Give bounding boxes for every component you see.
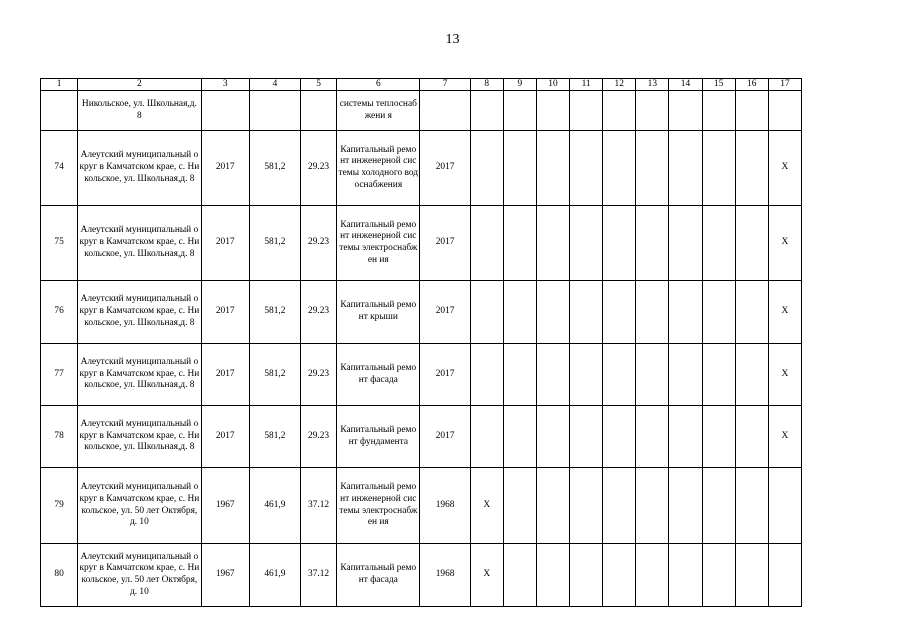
col12-cell — [603, 406, 636, 468]
area-cell: 461,9 — [249, 544, 300, 607]
column-number: 8 — [470, 79, 503, 91]
year-built-cell: 2017 — [201, 406, 249, 468]
wear-percent-cell: 37.12 — [301, 544, 337, 607]
col12-cell — [603, 344, 636, 406]
column-number: 10 — [536, 79, 569, 91]
area-cell: 581,2 — [249, 406, 300, 468]
col14-cell — [669, 281, 702, 344]
col10-cell — [536, 206, 569, 281]
column-number: 7 — [420, 79, 470, 91]
col13-cell — [636, 281, 669, 344]
col14-cell — [669, 406, 702, 468]
col8-cell — [470, 281, 503, 344]
area-cell: 581,2 — [249, 131, 300, 206]
year-built-cell — [201, 91, 249, 131]
area-cell: 581,2 — [249, 281, 300, 344]
col14-cell — [669, 344, 702, 406]
wear-percent-cell: 37.12 — [301, 468, 337, 544]
col8-cell: X — [470, 544, 503, 607]
planned-year-cell — [420, 91, 470, 131]
year-built-cell: 2017 — [201, 344, 249, 406]
row-number-cell: 76 — [41, 281, 78, 344]
wear-percent-cell — [301, 91, 337, 131]
column-number: 3 — [201, 79, 249, 91]
page-number: 13 — [445, 32, 460, 47]
col10-cell — [536, 131, 569, 206]
col11-cell — [570, 281, 603, 344]
col17-cell: X — [768, 131, 801, 206]
planned-year-cell: 2017 — [420, 131, 470, 206]
address-cell: Алеутский муниципальный округ в Камчатском крае, с. Никольское, ул. 50 лет Октября,д. 10 — [78, 544, 201, 607]
column-number: 14 — [669, 79, 702, 91]
col12-cell — [603, 468, 636, 544]
col13-cell — [636, 406, 669, 468]
work-type-cell: Капитальный ремонт фасада — [337, 344, 420, 406]
row-number-cell: 77 — [41, 344, 78, 406]
address-cell: Никольское, ул. Школьная,д. 8 — [78, 91, 201, 131]
area-cell: 461,9 — [249, 468, 300, 544]
row-number-cell: 78 — [41, 406, 78, 468]
col17-cell: X — [768, 344, 801, 406]
column-number: 11 — [570, 79, 603, 91]
address-cell: Алеутский муниципальный округ в Камчатском крае, с. Никольское, ул. Школьная,д. 8 — [78, 406, 201, 468]
work-type-cell: Капитальный ремонт инженерной системы холодного водоснабжения — [337, 131, 420, 206]
col16-cell — [735, 281, 768, 344]
col8-cell — [470, 344, 503, 406]
col10-cell — [536, 468, 569, 544]
col13-cell — [636, 206, 669, 281]
table-row — [41, 206, 802, 281]
col14-cell — [669, 468, 702, 544]
planned-year-cell: 2017 — [420, 206, 470, 281]
wear-percent-cell: 29.23 — [301, 206, 337, 281]
col8-cell — [470, 206, 503, 281]
col15-cell — [702, 131, 735, 206]
col13-cell — [636, 91, 669, 131]
work-type-cell: Капитальный ремонт фасада — [337, 544, 420, 607]
register-table — [40, 78, 802, 607]
col17-cell: X — [768, 406, 801, 468]
planned-year-cell: 2017 — [420, 406, 470, 468]
column-number: 13 — [636, 79, 669, 91]
table-row — [41, 281, 802, 344]
col9-cell — [503, 281, 536, 344]
col10-cell — [536, 91, 569, 131]
col12-cell — [603, 281, 636, 344]
col15-cell — [702, 468, 735, 544]
address-cell: Алеутский муниципальный округ в Камчатском крае, с. Никольское, ул. 50 лет Октября,д. 10 — [78, 468, 201, 544]
col15-cell — [702, 344, 735, 406]
address-cell: Алеутский муниципальный округ в Камчатском крае, с. Никольское, ул. Школьная,д. 8 — [78, 344, 201, 406]
planned-year-cell: 2017 — [420, 281, 470, 344]
column-number: 17 — [768, 79, 801, 91]
year-built-cell: 2017 — [201, 281, 249, 344]
row-number-cell: 80 — [41, 544, 78, 607]
wear-percent-cell: 29.23 — [301, 344, 337, 406]
column-number: 4 — [249, 79, 300, 91]
col17-cell — [768, 91, 801, 131]
col9-cell — [503, 406, 536, 468]
col10-cell — [536, 281, 569, 344]
column-number: 12 — [603, 79, 636, 91]
col14-cell — [669, 91, 702, 131]
col12-cell — [603, 91, 636, 131]
col9-cell — [503, 344, 536, 406]
wear-percent-cell: 29.23 — [301, 131, 337, 206]
col16-cell — [735, 206, 768, 281]
col16-cell — [735, 131, 768, 206]
col16-cell — [735, 344, 768, 406]
col12-cell — [603, 544, 636, 607]
table-row — [41, 468, 802, 544]
col10-cell — [536, 344, 569, 406]
planned-year-cell: 2017 — [420, 344, 470, 406]
year-built-cell: 1967 — [201, 544, 249, 607]
area-cell — [249, 91, 300, 131]
column-numbers-row — [41, 79, 802, 91]
col17-cell: X — [768, 281, 801, 344]
col10-cell — [536, 406, 569, 468]
col11-cell — [570, 206, 603, 281]
col9-cell — [503, 91, 536, 131]
work-type-cell: Капитальный ремонт инженерной системы электроснабжен ия — [337, 206, 420, 281]
table-row — [41, 131, 802, 206]
work-type-cell: системы теплоснабжени я — [337, 91, 420, 131]
area-cell: 581,2 — [249, 206, 300, 281]
row-number-cell: 79 — [41, 468, 78, 544]
col13-cell — [636, 344, 669, 406]
column-number: 16 — [735, 79, 768, 91]
col17-cell — [768, 544, 801, 607]
col8-cell — [470, 406, 503, 468]
column-number: 9 — [503, 79, 536, 91]
col16-cell — [735, 468, 768, 544]
col17-cell — [768, 468, 801, 544]
area-cell: 581,2 — [249, 344, 300, 406]
col12-cell — [603, 206, 636, 281]
year-built-cell: 2017 — [201, 131, 249, 206]
column-number: 15 — [702, 79, 735, 91]
col16-cell — [735, 544, 768, 607]
address-cell: Алеутский муниципальный округ в Камчатском крае, с. Никольское, ул. Школьная,д. 8 — [78, 206, 201, 281]
year-built-cell: 1967 — [201, 468, 249, 544]
work-type-cell: Капитальный ремонт инженерной системы электроснабжен ия — [337, 468, 420, 544]
col15-cell — [702, 206, 735, 281]
col16-cell — [735, 91, 768, 131]
col17-cell: X — [768, 206, 801, 281]
address-cell: Алеутский муниципальный округ в Камчатском крае, с. Никольское, ул. Школьная,д. 8 — [78, 281, 201, 344]
col15-cell — [702, 281, 735, 344]
col13-cell — [636, 544, 669, 607]
row-number-cell: 75 — [41, 206, 78, 281]
planned-year-cell: 1968 — [420, 468, 470, 544]
col14-cell — [669, 131, 702, 206]
col15-cell — [702, 91, 735, 131]
year-built-cell: 2017 — [201, 206, 249, 281]
col12-cell — [603, 131, 636, 206]
col13-cell — [636, 468, 669, 544]
planned-year-cell: 1968 — [420, 544, 470, 607]
col9-cell — [503, 468, 536, 544]
col9-cell — [503, 131, 536, 206]
column-number: 5 — [301, 79, 337, 91]
col11-cell — [570, 544, 603, 607]
column-number: 6 — [337, 79, 420, 91]
col16-cell — [735, 406, 768, 468]
col15-cell — [702, 544, 735, 607]
row-number-cell — [41, 91, 78, 131]
wear-percent-cell: 29.23 — [301, 406, 337, 468]
col8-cell — [470, 91, 503, 131]
col14-cell — [669, 206, 702, 281]
col11-cell — [570, 406, 603, 468]
column-number: 1 — [41, 79, 78, 91]
col11-cell — [570, 131, 603, 206]
table-row — [41, 544, 802, 607]
table-row — [41, 91, 802, 131]
col10-cell — [536, 544, 569, 607]
address-cell: Алеутский муниципальный округ в Камчатском крае, с. Никольское, ул. Школьная,д. 8 — [78, 131, 201, 206]
col13-cell — [636, 131, 669, 206]
row-number-cell: 74 — [41, 131, 78, 206]
col8-cell — [470, 131, 503, 206]
col9-cell — [503, 206, 536, 281]
col11-cell — [570, 344, 603, 406]
col14-cell — [669, 544, 702, 607]
wear-percent-cell: 29.23 — [301, 281, 337, 344]
table-row — [41, 406, 802, 468]
work-type-cell: Капитальный ремонт фундамента — [337, 406, 420, 468]
col15-cell — [702, 406, 735, 468]
col9-cell — [503, 544, 536, 607]
work-type-cell: Капитальный ремонт крыши — [337, 281, 420, 344]
table-row — [41, 344, 802, 406]
col8-cell: X — [470, 468, 503, 544]
column-number: 2 — [78, 79, 201, 91]
col11-cell — [570, 468, 603, 544]
col11-cell — [570, 91, 603, 131]
